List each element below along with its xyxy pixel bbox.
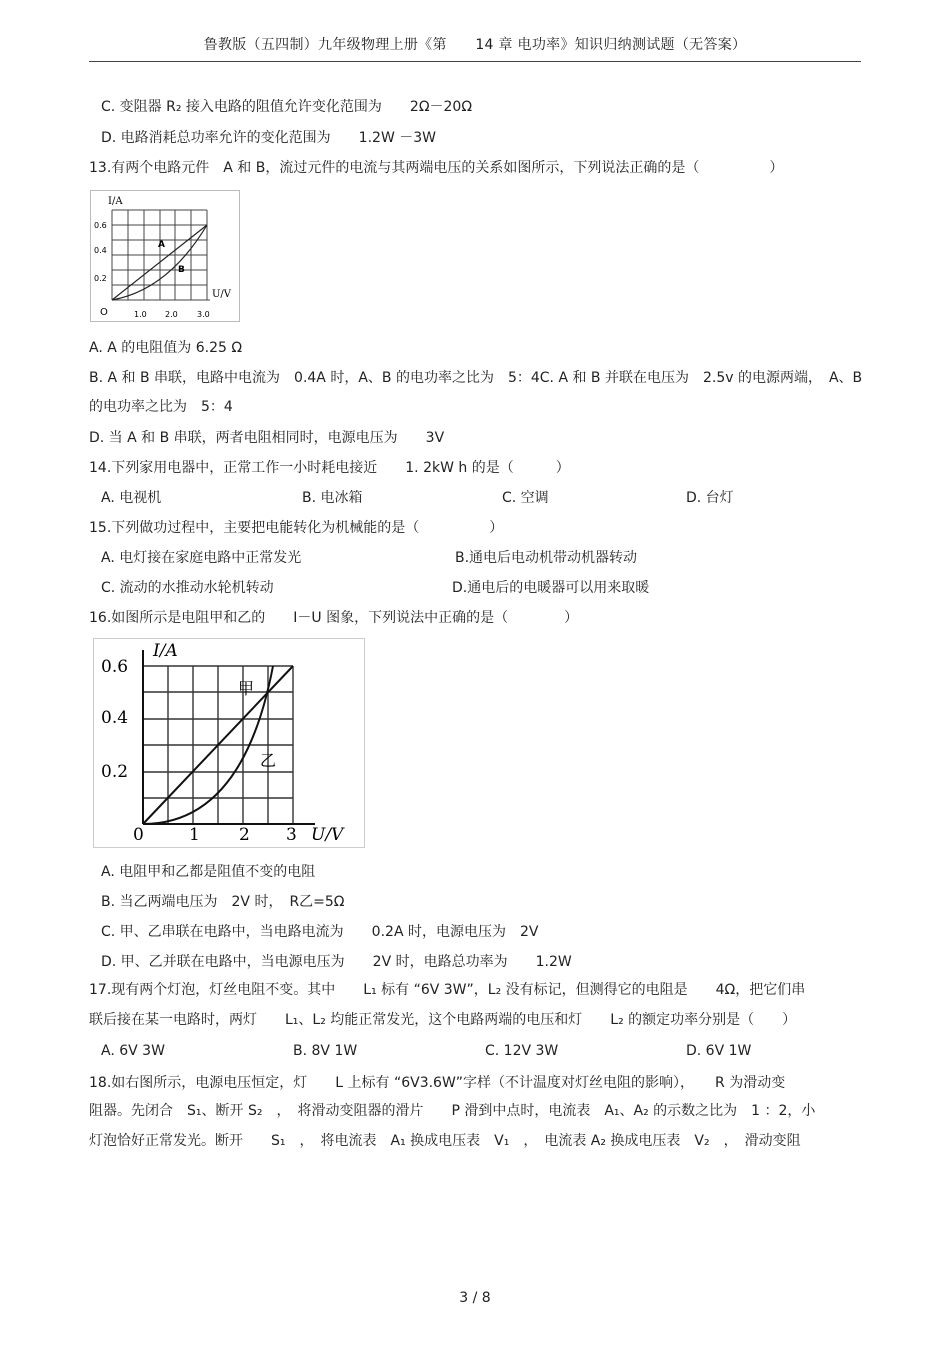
q16-stem: 16.如图所示是电阻甲和乙的 I－U 图象，下列说法中正确的是（ ）	[89, 610, 579, 626]
q18-stem-line1: 18.如右图所示，电源电压恒定，灯 L 上标有 “6V3.6W”字样（不计温度对灯丝电阻的影响）， R 为滑动变	[89, 1075, 786, 1091]
q16-option-c: C. 甲、乙串联在电路中，当电路电流为 0.2A 时，电源电压为 2V	[101, 924, 539, 940]
q14-option-a: A. 电视机	[101, 490, 162, 506]
q13-x-label: U/V	[212, 289, 232, 300]
q13-label-a: A	[158, 240, 165, 250]
q12-option-d: D. 电路消耗总功率允许的变化范围为 1.2W －3W	[101, 130, 436, 146]
q13-x-tick: 1.0	[134, 310, 147, 319]
q16-label-yi: 乙	[260, 751, 277, 770]
q13-option-b-c: B. A 和 B 串联，电路中电流为 0.4A 时，A、B 的电功率之比为 5：4C. A 和 B 并联在电压为 2.5v 的电源两端， A、B	[89, 370, 863, 386]
q17-option-a: A. 6V 3W	[101, 1043, 165, 1059]
q16-option-b: B. 当乙两端电压为 2V 时， R乙=5Ω	[101, 894, 345, 910]
q16-y-tick: 0.2	[101, 762, 129, 782]
q16-option-a: A. 电阻甲和乙都是阻值不变的电阻	[101, 864, 316, 880]
q16-x-label: U/V	[311, 825, 344, 845]
q17-option-b: B. 8V 1W	[293, 1043, 358, 1059]
q13-option-c-cont: 的电功率之比为 5：4	[89, 399, 233, 415]
q16-y-tick: 0.6	[101, 657, 129, 677]
q13-y-tick: 0.4	[94, 246, 107, 255]
q13-x-tick: 3.0	[197, 310, 210, 319]
q13-origin: O	[100, 307, 108, 318]
q17-option-d: D. 6V 1W	[686, 1043, 752, 1059]
q15-option-d: D.通电后的电暖器可以用来取暖	[452, 580, 650, 596]
q16-label-jia: 甲	[238, 679, 255, 698]
q15-stem: 15.下列做功过程中，主要把电能转化为机械能的是（ ）	[89, 520, 504, 536]
q16-x-tick: 1	[189, 825, 200, 845]
q16-x-tick: 3	[286, 825, 297, 845]
q17-option-c: C. 12V 3W	[485, 1043, 559, 1059]
q17-stem-line1: 17.现有两个灯泡，灯丝电阻不变。其中 L₁ 标有 “6V 3W”，L₂ 没有标记，但测得它的电阻是 4Ω，把它们串	[89, 982, 806, 998]
q18-stem-line3: 灯泡恰好正常发光。断开 S₁ ， 将电流表 A₁ 换成电压表 V₁ ， 电流表 A₂ 换成电压表 V₂ ， 滑动变阻	[89, 1133, 801, 1149]
q13-graph	[90, 190, 240, 322]
q16-option-d: D. 甲、乙并联在电路中，当电源电压为 2V 时，电路总功率为 1.2W	[101, 954, 572, 970]
page-number: 3 / 8	[459, 1290, 491, 1306]
q13-option-d: D. 当 A 和 B 串联，两者电阻相同时，电源电压为 3V	[89, 430, 445, 446]
q16-x-tick: 2	[239, 825, 250, 845]
q13-label-b: B	[178, 265, 185, 275]
q13-y-tick: 0.6	[94, 221, 107, 230]
q14-stem: 14.下列家用电器中，正常工作一小时耗电接近 1. 2kW h 的是（ ）	[89, 460, 570, 476]
q13-option-a: A. A 的电阻值为 6.25 Ω	[89, 340, 243, 356]
q16-y-tick: 0.4	[101, 708, 129, 728]
q13-y-label: I/A	[108, 196, 123, 207]
q16-graph	[93, 638, 365, 848]
q12-option-c: C. 变阻器 R₂ 接入电路的阻值允许变化范围为 2Ω－20Ω	[101, 99, 473, 115]
q15-option-b: B.通电后电动机带动机器转动	[455, 550, 638, 566]
q13-y-tick: 0.2	[94, 274, 107, 283]
header-rule	[89, 61, 861, 62]
q14-option-d: D. 台灯	[686, 490, 734, 506]
q15-option-a: A. 电灯接在家庭电路中正常发光	[101, 550, 302, 566]
q18-stem-line2: 阻器。先闭合 S₁、断开 S₂ ， 将滑动变阻器的滑片 P 滑到中点时，电流表 A₁、A₂ 的示数之比为 1 ：2，小	[89, 1103, 816, 1119]
page-header-title: 鲁教版（五四制）九年级物理上册《第 14 章 电功率》知识归纳测试题（无答案）	[203, 37, 747, 53]
q14-option-c: C. 空调	[502, 490, 549, 506]
q16-y-label: I/A	[153, 641, 178, 661]
q16-x-tick: 0	[133, 825, 144, 845]
q14-option-b: B. 电冰箱	[302, 490, 363, 506]
q15-option-c: C. 流动的水推动水轮机转动	[101, 580, 274, 596]
q13-x-tick: 2.0	[165, 310, 178, 319]
q13-stem: 13.有两个电路元件 A 和 B，流过元件的电流与其两端电压的关系如图所示，下列说法正确的是（ ）	[89, 160, 784, 176]
q17-stem-line2: 联后接在某一电路时，两灯 L₁、L₂ 均能正常发光，这个电路两端的电压和灯 L₂ 的额定功率分别是（ ）	[89, 1012, 797, 1028]
